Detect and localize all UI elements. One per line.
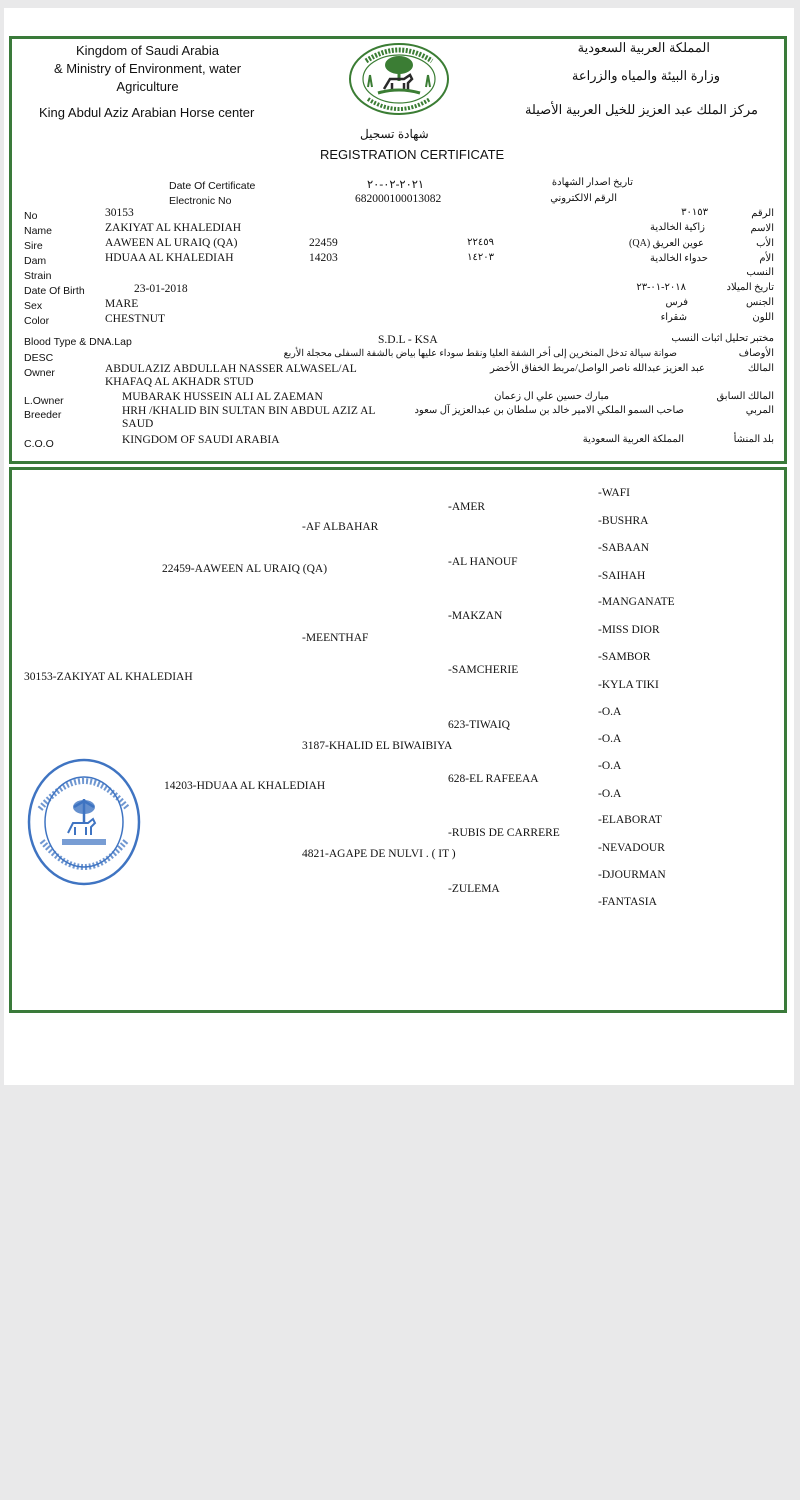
owner-value-line2: KHAFAQ AL AKHADR STUD — [105, 376, 254, 388]
sire-label-ar: الأب — [756, 238, 774, 249]
pedigree-gen4-10: -O.A — [598, 733, 622, 745]
dam-label: Dam — [24, 255, 47, 267]
strain-label-ar: النسب — [746, 267, 774, 278]
owner-label: Owner — [24, 367, 55, 379]
name-label-ar: الاسم — [750, 223, 774, 234]
dob-label: Date Of Birth — [24, 285, 85, 297]
pedigree-gen3-3: -MAKZAN — [448, 610, 503, 622]
date-label-ar: تاريخ اصدار الشهادة — [551, 177, 633, 188]
color-label-ar: اللون — [752, 312, 774, 323]
header-en-line3: Agriculture — [116, 79, 179, 94]
dob-value-ar: ٢٠١٨-٠١-٢٣ — [636, 282, 686, 293]
pedigree-gen4-15: -DJOURMAN — [598, 869, 666, 881]
pedigree-gen4-6: -MISS DIOR — [598, 624, 660, 636]
no-value: 30153 — [105, 207, 134, 219]
pedigree-gen4-1: -WAFI — [598, 487, 630, 499]
owner-label-ar: المالك — [747, 363, 774, 374]
owner-value-line1: ABDULAZIZ ABDULLAH NASSER ALWASEL/AL — [105, 363, 357, 375]
no-label: No — [24, 210, 38, 222]
elec-label-ar: الرقم الالكتروني — [550, 193, 617, 204]
lowner-value: MUBARAK HUSSEIN ALI AL ZAEMAN — [122, 391, 323, 403]
pedigree-gen4-14: -NEVADOUR — [598, 842, 665, 854]
header-en-center: King Abdul Aziz Arabian Horse center — [39, 105, 255, 120]
color-value: CHESTNUT — [105, 313, 166, 325]
pedigree-gen4-8: -KYLA TIKI — [598, 679, 659, 691]
coo-label-ar: بلد المنشأ — [733, 434, 774, 445]
header-ar-line2: وزارة البيئة والمياه والزراعة — [571, 68, 720, 83]
breeder-value-line1: HRH /KHALID BIN SULTAN BIN ABDUL AZIZ AL — [122, 405, 376, 417]
dam-value-ar: حدواء الخالدية — [649, 253, 708, 264]
title-ar: شهادة تسجيل — [360, 127, 429, 141]
pedigree-gen3-5: 623-TIWAIQ — [448, 719, 510, 731]
name-label: Name — [24, 225, 53, 237]
pedigree-gen4-4: -SAIHAH — [598, 570, 646, 582]
blood-value: S.D.L - KSA — [378, 334, 438, 346]
dam-number: 14203 — [309, 252, 338, 264]
sex-label: Sex — [24, 300, 43, 312]
desc-label-ar: الأوصاف — [738, 348, 774, 359]
header-ar-line1: المملكة العربية السعودية — [577, 40, 710, 55]
blood-label: Blood Type & DNA.Lap — [24, 336, 132, 348]
pedigree-gen4-7: -SAMBOR — [598, 651, 651, 663]
pedigree-gen4-9: -O.A — [598, 706, 622, 718]
pedigree-gen4-16: -FANTASIA — [598, 896, 657, 908]
lowner-label-ar: المالك السابق — [716, 391, 774, 402]
name-value: ZAKIYAT AL KHALEDIAH — [105, 222, 242, 234]
dam-value: HDUAA AL KHALEDIAH — [105, 252, 234, 264]
color-value-ar: شقراء — [660, 312, 687, 323]
sex-label-ar: الجنس — [745, 297, 774, 308]
pedigree-gen3-1: -AMER — [448, 501, 486, 513]
name-value-ar: زاكية الخالدية — [649, 222, 705, 233]
coo-value-ar: المملكة العربية السعودية — [582, 434, 684, 445]
coo-value: KINGDOM OF SAUDI ARABIA — [122, 434, 280, 446]
sex-value-ar: فرس — [665, 297, 688, 308]
color-label: Color — [24, 315, 50, 327]
pedigree-gen2-1: -AF ALBAHAR — [302, 521, 379, 533]
sire-value-ar: عوين العريق (QA) — [629, 238, 704, 249]
sire-number: 22459 — [309, 237, 338, 249]
lowner-value-ar: مبارك حسين علي ال زعمان — [494, 391, 609, 402]
pedigree-gen2-4: 4821-AGAPE DE NULVI . ( IT ) — [302, 848, 456, 860]
pedigree-gen4-11: -O.A — [598, 760, 622, 772]
pedigree-gen4-3: -SABAAN — [598, 542, 650, 554]
date-value: ٢٠٢١-٠٢-٢٠ — [367, 179, 425, 191]
dob-value: 23-01-2018 — [134, 283, 188, 295]
date-label: Date Of Certificate — [169, 180, 256, 192]
dob-label-ar: تاريخ الميلاد — [726, 282, 774, 293]
pedigree-sire: 22459-AAWEEN AL URAIQ (QA) — [162, 563, 328, 575]
title-en: REGISTRATION CERTIFICATE — [320, 147, 505, 162]
sex-value: MARE — [105, 298, 139, 310]
pedigree-gen2-3: 3187-KHALID EL BIWAIBIYA — [302, 740, 453, 752]
registration-stamp-icon — [26, 757, 142, 887]
breeder-value-line2: SAUD — [122, 418, 154, 430]
pedigree-dam: 14203-HDUAA AL KHALEDIAH — [164, 780, 326, 792]
elec-label: Electronic No — [169, 195, 232, 207]
breeder-value-ar: صاحب السمو الملكي الامير خالد بن سلطان بن عبدالعزيز آل سعود — [414, 405, 684, 416]
elec-value: 682000100013082 — [355, 193, 442, 205]
header-en-line1: Kingdom of Saudi Arabia — [75, 43, 220, 58]
pedigree-gen3-7: -RUBIS DE CARRERE — [448, 827, 560, 839]
pedigree-gen4-5: -MANGANATE — [598, 596, 675, 608]
dam-label-ar: الأم — [759, 253, 774, 264]
dam-number-ar: ١٤٢٠٣ — [467, 252, 494, 263]
no-value-ar: ٣٠١٥٣ — [681, 207, 708, 218]
lowner-label: L.Owner — [24, 395, 64, 407]
owner-value-ar: عبد العزيز عبدالله ناصر الواصل/مربط الخفاق الأخضر — [489, 363, 705, 374]
desc-value-ar: صوانة سيالة تدخل المنخرين إلى أخر الشفة العليا ونقط سوداء عليها بياض بالشفة السفلى محجلة الأربع — [283, 349, 677, 359]
breeder-label-ar: المربي — [745, 405, 774, 416]
ministry-emblem-icon — [348, 41, 450, 117]
desc-label: DESC — [24, 352, 54, 364]
coo-label: C.O.O — [24, 438, 54, 450]
pedigree-gen3-8: -ZULEMA — [448, 883, 500, 895]
pedigree-gen3-2: -AL HANOUF — [448, 556, 518, 568]
strain-label: Strain — [24, 270, 52, 282]
header-ar-center: مركز الملك عبد العزيز للخيل العربية الأصيلة — [524, 102, 758, 117]
pedigree-gen4-12: -O.A — [598, 788, 622, 800]
pedigree-gen2-2: -MEENTHAF — [302, 632, 369, 644]
sire-value: AAWEEN AL URAIQ (QA) — [105, 237, 238, 249]
pedigree-gen3-6: 628-EL RAFEEAA — [448, 773, 539, 785]
header-en-block — [40, 42, 255, 96]
sire-number-ar: ٢٢٤٥٩ — [467, 237, 494, 248]
pedigree-gen4-13: -ELABORAT — [598, 814, 662, 826]
no-label-ar: الرقم — [751, 208, 774, 219]
breeder-label: Breeder — [24, 409, 62, 421]
blood-label-ar: مختبر تحليل اثبات النسب — [671, 333, 774, 344]
header-en-line2: & Ministry of Environment, water — [53, 61, 242, 76]
sire-label: Sire — [24, 240, 43, 252]
pedigree-gen4-2: -BUSHRA — [598, 515, 649, 527]
pedigree-horse: 30153-ZAKIYAT AL KHALEDIAH — [24, 671, 193, 683]
pedigree-gen3-4: -SAMCHERIE — [448, 664, 519, 676]
